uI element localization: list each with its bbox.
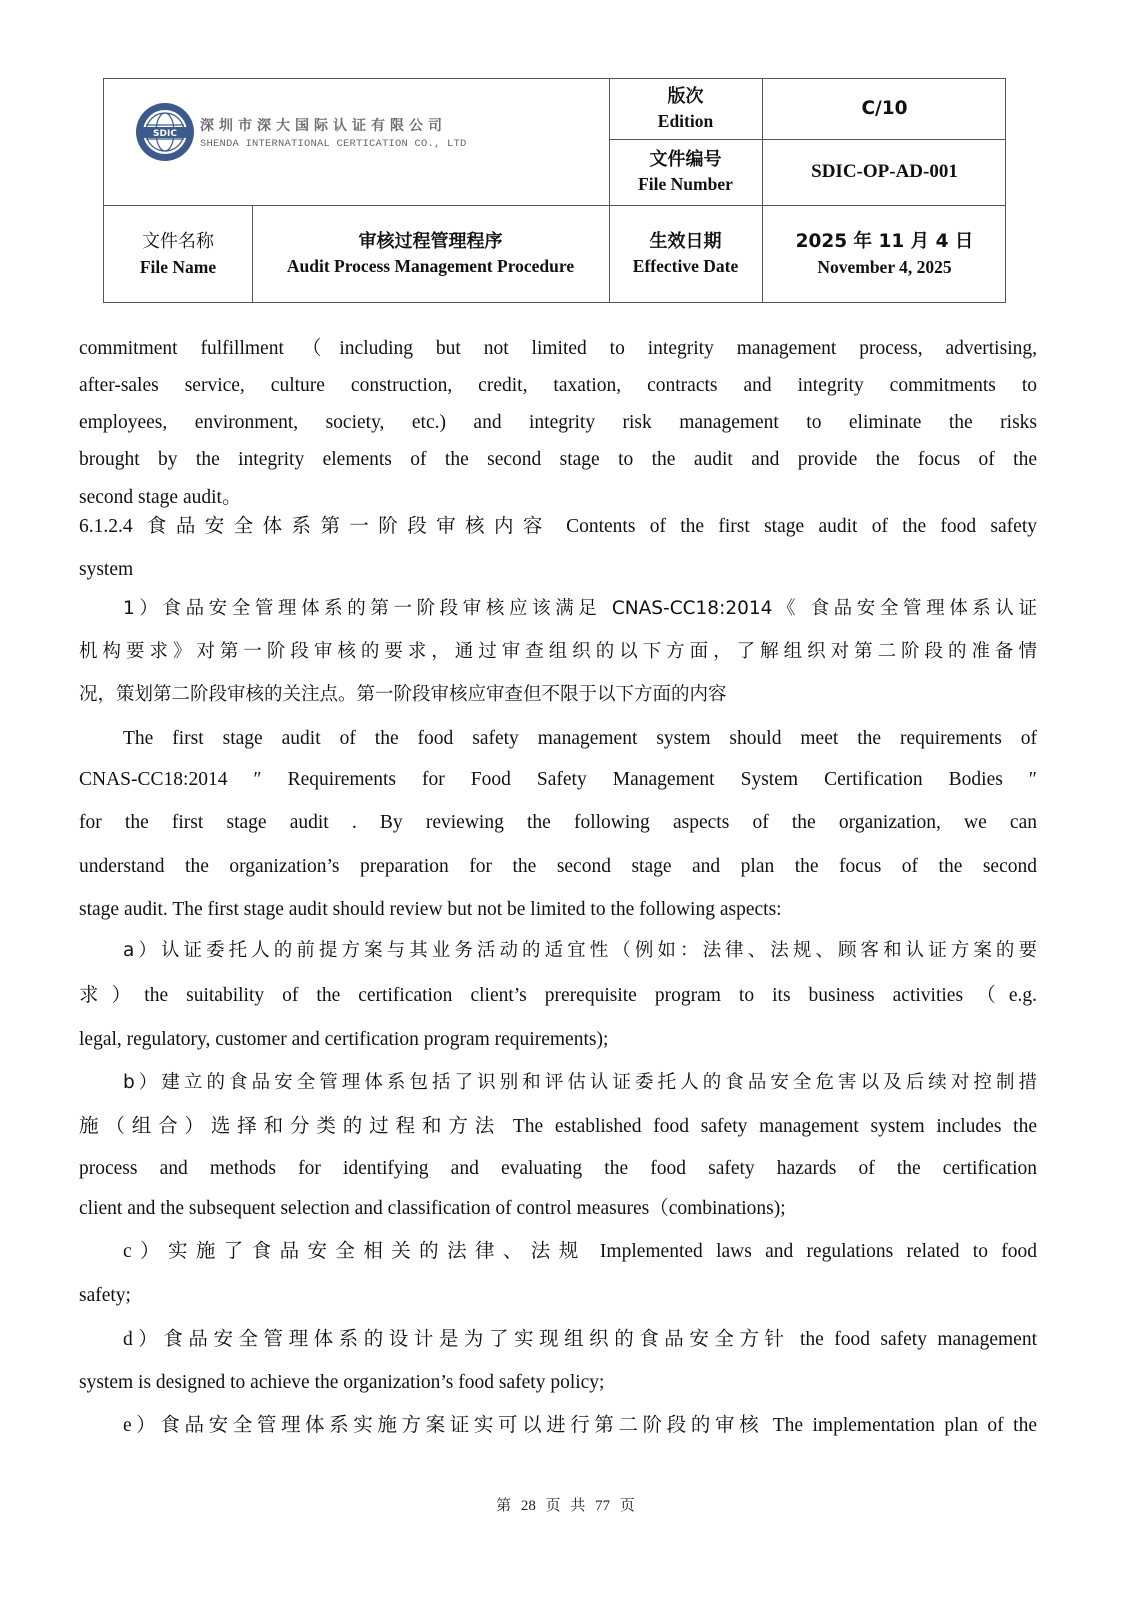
company-name-en: SHENDA INTERNATIONAL CERTICATION CO., LTD [200, 137, 467, 150]
company-name-cn: 深圳市深大国际认证有限公司 [200, 117, 447, 134]
file-number-label: 文件编号 File Number [638, 149, 733, 194]
page-number: 第 28 页 共 77 页 [496, 1498, 635, 1514]
body-line: system is designed to achieve the organization’s food safety policy; [79, 1372, 605, 1393]
body-line: understand the organization’s preparation for the second stage and plan the focus of the second [79, 856, 1037, 877]
file-name-label: 文件名称 File Name [139, 230, 217, 277]
file-number-value: SDIC-OP-AD-001 [811, 161, 958, 182]
body-line: 施（组合）选择和分类的过程和方法 The established food safety management system includes the [79, 1116, 1037, 1137]
list-item-e: e）食品安全管理体系实施方案证实可以进行第二阶段的审核 The implementation plan of the [123, 1415, 1037, 1436]
edition-value: C/10 [861, 98, 908, 119]
list-item-d: d）食品安全管理体系的设计是为了实现组织的食品安全方针 the food safety management [123, 1329, 1037, 1350]
body-line: 机构要求》对第一阶段审核的要求，通过审查组织的以下方面，了解组织对第二阶段的准备情 [79, 641, 1037, 662]
list-item-a: a）认证委托人的前提方案与其业务活动的适宜性（例如：法律、法规、顾客和认证方案的要 [123, 940, 1037, 961]
body-line: system [79, 559, 134, 580]
body-line: employees, environment, society, etc.) and integrity risk management to eliminate the risks [79, 412, 1037, 433]
company-logo-block [134, 101, 467, 163]
body-line: 求）the suitability of the certification client’s prerequisite program to its business activities（e.g. [79, 985, 1037, 1006]
body-line: CNAS-CC18:2014 ″ Requirements for Food Safety Management System Certification Bodies ″ [79, 769, 1037, 790]
body-line: client and the subsequent selection and classification of control measures（combinations); [79, 1198, 786, 1219]
effective-date-value: 2025 年 11 月 4 日 November 4, 2025 [795, 230, 974, 277]
body-line: process and methods for identifying and evaluating the food safety hazards of the certification [79, 1158, 1037, 1179]
file-name-value: 审核过程管理程序 Audit Process Management Procedure [286, 230, 575, 276]
body-line: stage audit. The first stage audit should review but not be limited to the following aspects: [79, 899, 782, 920]
list-item-b: b）建立的食品安全管理体系包括了识别和评估认证委托人的食品安全危害以及后续对控制措 [123, 1072, 1037, 1093]
body-line: commitment fulfillment（including but not limited to integrity management process, advertising, [79, 338, 1037, 359]
list-item-c: c）实施了食品安全相关的法律、法规 Implemented laws and regulations related to food [123, 1241, 1037, 1262]
section-heading: 6.1.2.4 食品安全体系第一阶段审核内容 Contents of the first stage audit of the food safety [79, 516, 1037, 537]
edition-label: 版次 Edition [657, 86, 714, 131]
body-line: The first stage audit of the food safety management system should meet the requirements of [123, 728, 1037, 749]
body-line: brought by the integrity elements of the second stage to the audit and provide the focus of the [79, 449, 1037, 470]
body-line: second stage audit。 [79, 487, 242, 508]
sdic-logo-icon [134, 101, 196, 163]
document-header-table [103, 78, 1006, 303]
body-line: for the first stage audit . By reviewing the following aspects of the organization, we can [79, 812, 1037, 833]
body-line: 1）食品安全管理体系的第一阶段审核应该满足 CNAS-CC18:2014《 食品安全管理体系认证 [123, 598, 1037, 619]
body-line: legal, regulatory, customer and certification program requirements); [79, 1029, 609, 1050]
effective-date-label: 生效日期 Effective Date [632, 230, 739, 276]
body-line: after-sales service, culture construction, credit, taxation, contracts and integrity commitments to [79, 375, 1037, 396]
body-line: safety; [79, 1285, 131, 1306]
svg-text:SDIC: SDIC [153, 129, 177, 139]
body-line: 况，策划第二阶段审核的关注点。第一阶段审核应审查但不限于以下方面的内容 [79, 684, 727, 705]
